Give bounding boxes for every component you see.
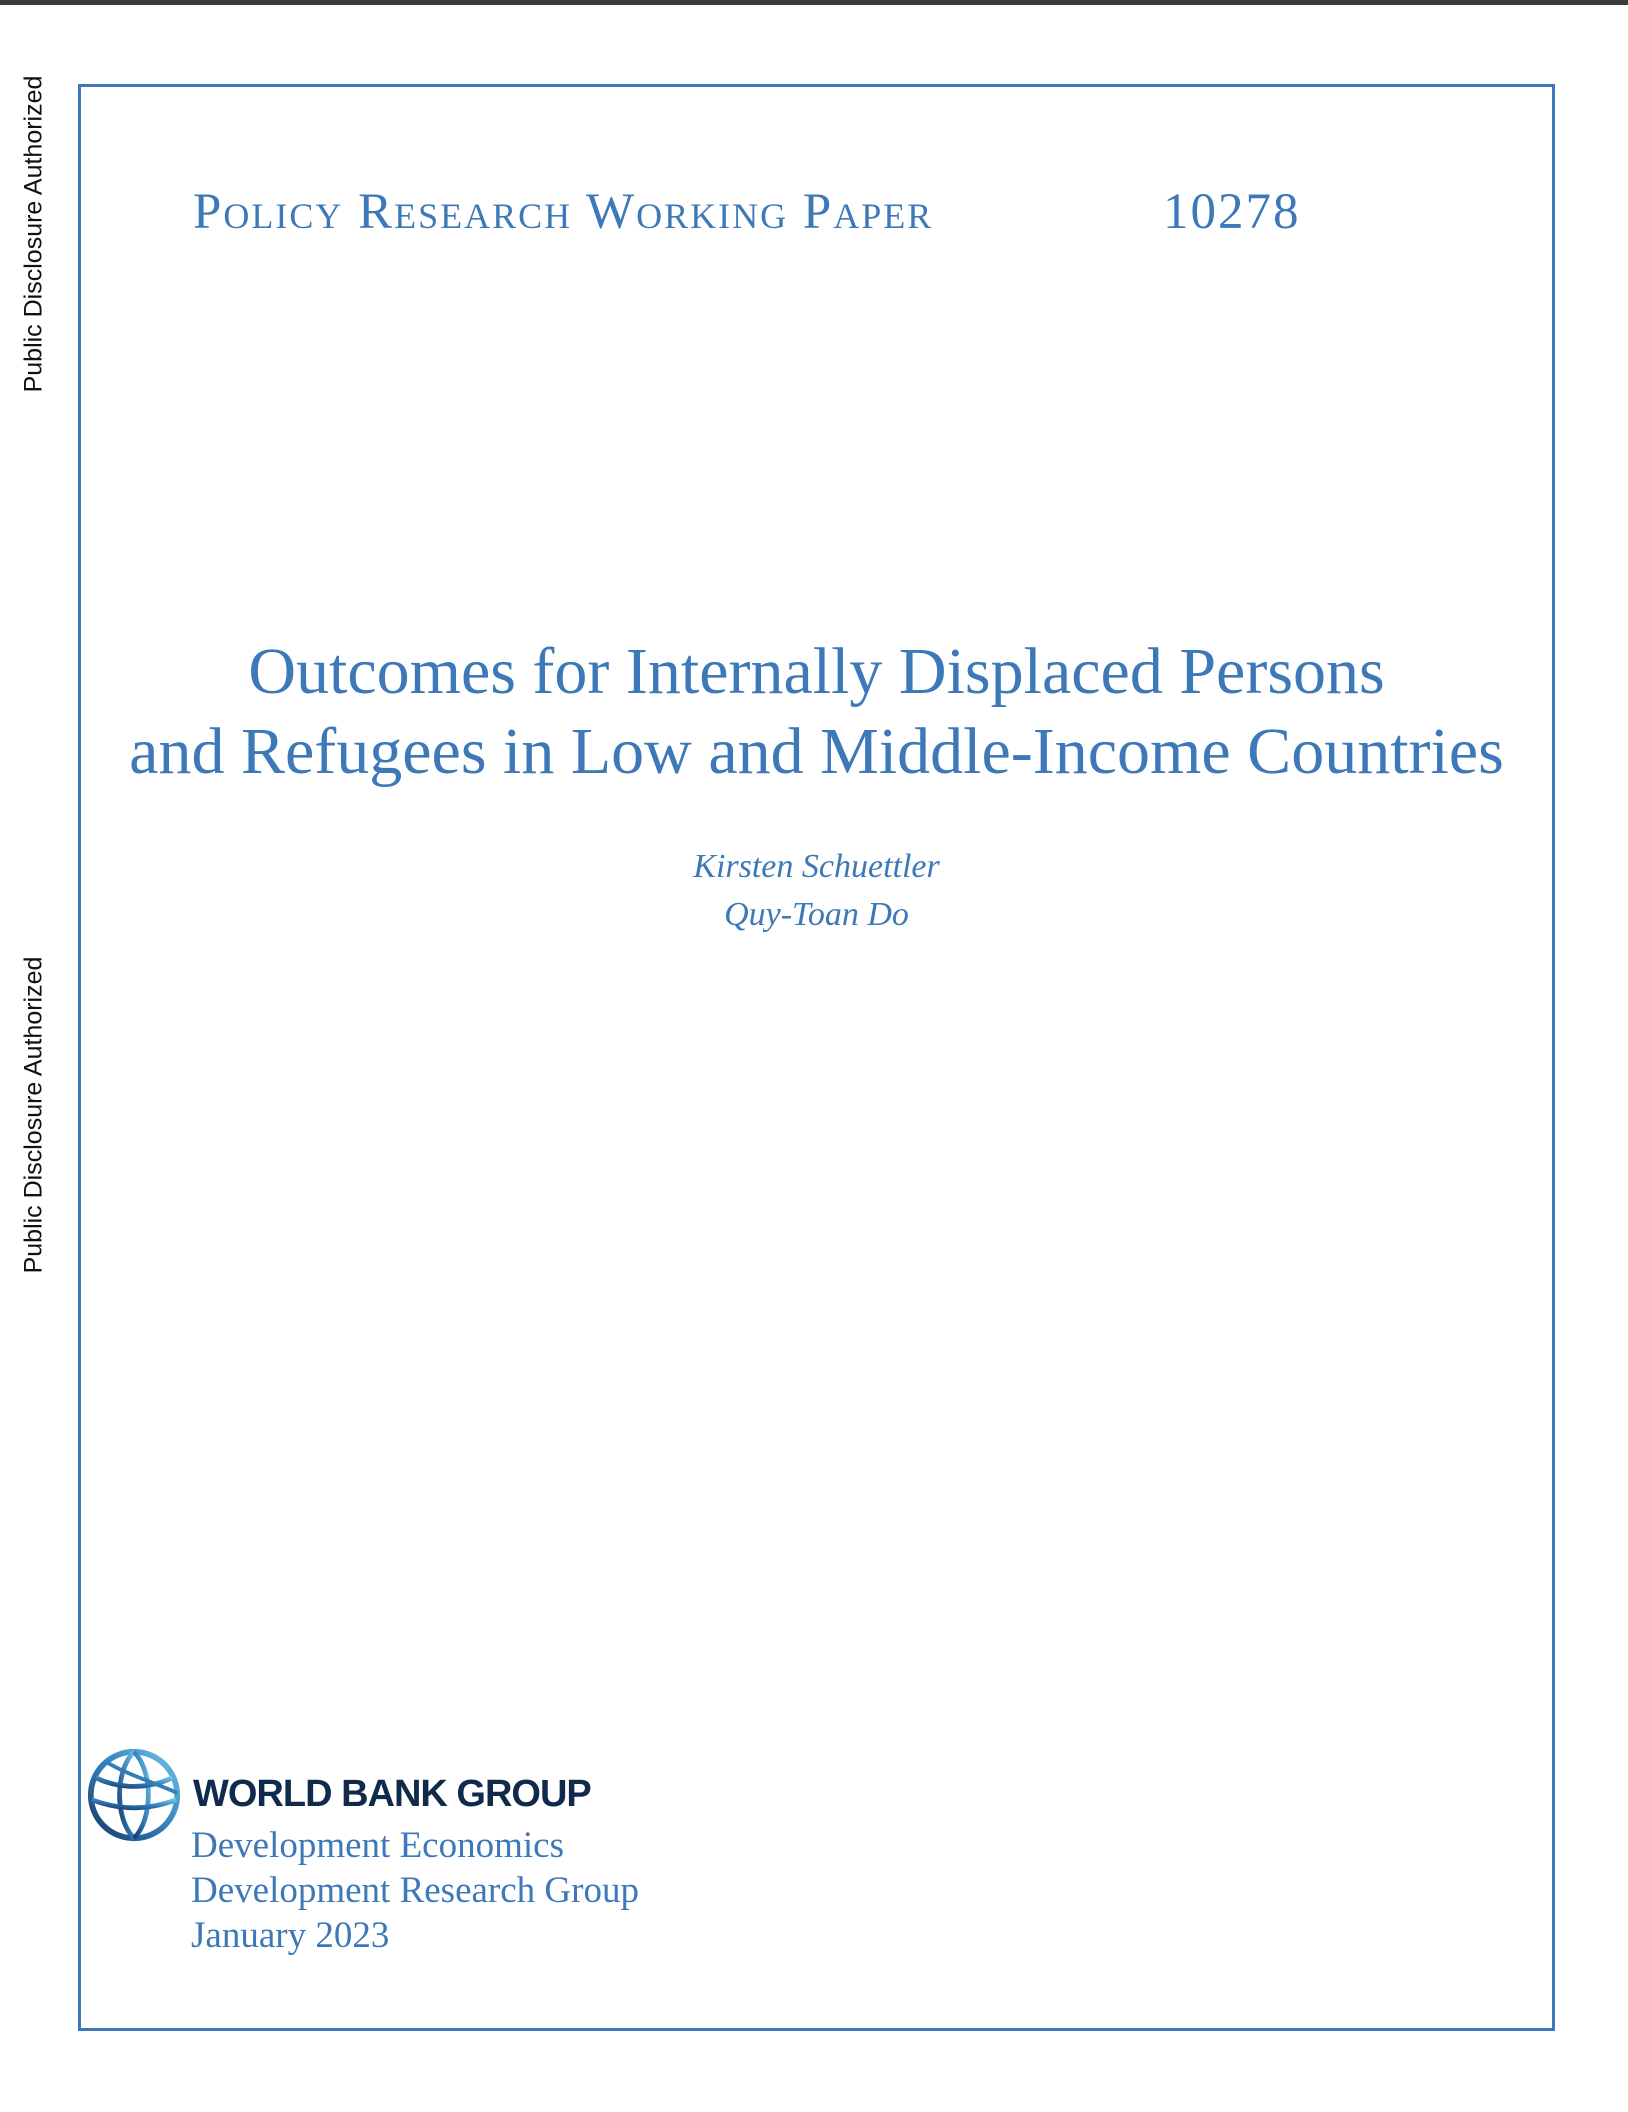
paper-number: 10278 [1163,184,1301,240]
research-group-name: Development Research Group [191,1870,639,1911]
author-1: Kirsten Schuettler [693,848,940,885]
organization-name: WORLD BANK GROUP [193,1773,591,1815]
disclosure-label-lower: Public Disclosure Authorized [19,956,48,1274]
department-name: Development Economics [191,1825,564,1866]
disclosure-label-upper: Public Disclosure Authorized [19,75,48,393]
publication-date: January 2023 [191,1915,390,1956]
author-2: Quy-Toan Do [724,896,909,933]
paper-title-line-1: Outcomes for Internally Displaced Persons [248,635,1385,708]
top-rule [0,0,1628,5]
paper-title-line-2: and Refugees in Low and Middle-Income Countries [129,715,1504,788]
world-bank-globe-icon [86,1747,182,1843]
series-title: Policy Research Working Paper [193,184,934,240]
cover-frame [78,84,1555,2031]
